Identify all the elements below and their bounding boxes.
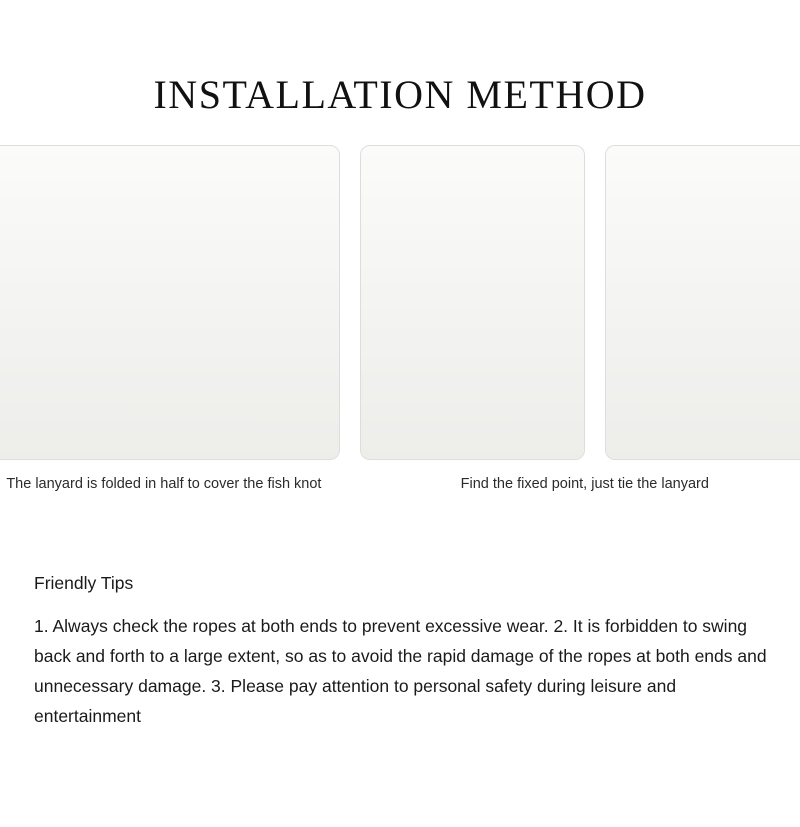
photo-background — [0, 146, 339, 459]
tips-heading: Friendly Tips — [34, 572, 134, 593]
panel-1-caption: The lanyard is folded in half to cover the fish knot — [6, 475, 322, 492]
tips-body: 1. Always check the ropes at both ends to prevent excessive wear. 2. It is forbidden to swing back and forth to a large extent, so as to avoid the rapid damage of the ropes at both ends and unnecessary damage. 3. Please pay attention to personal safety during leisure and entertainment — [34, 615, 767, 726]
page-title: INSTALLATION METHOD — [153, 71, 647, 117]
panel-loop-detail — [605, 145, 800, 494]
panel-2-caption: Find the fixed point, just tie the lanyard — [460, 475, 709, 492]
panel-fixed-point — [360, 145, 709, 494]
photo-background — [606, 146, 800, 459]
loop-detail-photo — [605, 145, 800, 460]
panel-fish-knot — [0, 145, 340, 494]
installation-method-page — [0, 27, 800, 827]
friendly-tips-block — [34, 572, 772, 731]
fish-knot-photo — [0, 145, 340, 460]
photo-background — [361, 146, 584, 459]
photo-panel-row — [0, 145, 800, 494]
fixed-point-photo — [360, 145, 585, 460]
